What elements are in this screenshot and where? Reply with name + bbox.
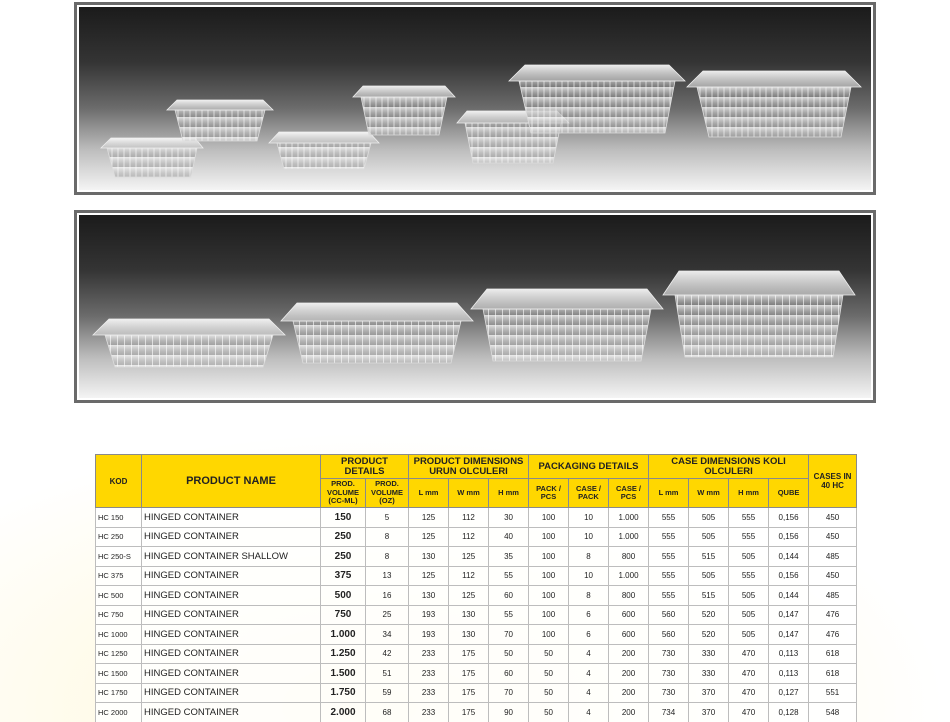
cell-pack-pcs: 100 — [529, 508, 569, 528]
cell-case-pack: 10 — [569, 527, 609, 547]
cell-cases-40hc: 618 — [809, 664, 857, 684]
cell-volume-oz: 59 — [366, 683, 409, 703]
cell-case-pack: 6 — [569, 605, 609, 625]
cell-dim-w: 130 — [449, 625, 489, 645]
cell-kod: HC 250 — [96, 527, 142, 547]
cell-dim-h: 35 — [489, 547, 529, 567]
cell-case-pcs: 1.000 — [609, 566, 649, 586]
cell-case-w: 370 — [689, 703, 729, 722]
header-case-h: H mm — [729, 479, 769, 508]
cell-case-pack: 4 — [569, 703, 609, 722]
cell-dim-l: 125 — [409, 566, 449, 586]
cell-kod: HC 1500 — [96, 664, 142, 684]
cell-case-pack: 10 — [569, 508, 609, 528]
cell-volume-oz: 25 — [366, 605, 409, 625]
cell-kod: HC 1750 — [96, 683, 142, 703]
cell-volume-oz: 68 — [366, 703, 409, 722]
cell-case-l: 734 — [649, 703, 689, 722]
cell-dim-l: 193 — [409, 605, 449, 625]
header-product-details: PRODUCT DETAILS — [321, 455, 409, 479]
cell-case-pack: 4 — [569, 683, 609, 703]
cell-case-l: 560 — [649, 605, 689, 625]
cell-dim-w: 125 — [449, 547, 489, 567]
cell-kod: HC 250-S — [96, 547, 142, 567]
cell-product-name: HINGED CONTAINER — [142, 527, 321, 547]
cell-pack-pcs: 100 — [529, 547, 569, 567]
header-case-pack: CASE / PACK — [569, 479, 609, 508]
cell-dim-l: 193 — [409, 625, 449, 645]
header-case-l: L mm — [649, 479, 689, 508]
cell-volume-ml: 150 — [321, 508, 366, 528]
cell-case-h: 505 — [729, 547, 769, 567]
cell-qube: 0,156 — [769, 566, 809, 586]
cell-case-pcs: 600 — [609, 605, 649, 625]
cell-case-w: 520 — [689, 625, 729, 645]
cell-cases-40hc: 618 — [809, 644, 857, 664]
cell-cases-40hc: 450 — [809, 566, 857, 586]
cell-kod: HC 1250 — [96, 644, 142, 664]
table-body — [96, 508, 857, 722]
header-dim-w: W mm — [449, 479, 489, 508]
cell-dim-h: 30 — [489, 508, 529, 528]
header-product-dimensions: PRODUCT DIMENSIONS URUN OLCULERI — [409, 455, 529, 479]
header-case-w: W mm — [689, 479, 729, 508]
container-hc750 — [509, 65, 685, 133]
containers-illustration-1 — [79, 7, 871, 190]
header-case-dimensions: CASE DIMENSIONS KOLI OLCULERI — [649, 455, 809, 479]
cell-case-l: 555 — [649, 566, 689, 586]
cell-qube: 0,147 — [769, 625, 809, 645]
cell-cases-40hc: 551 — [809, 683, 857, 703]
header-qube: QUBE — [769, 479, 809, 508]
table-row — [96, 527, 857, 547]
containers-illustration-2 — [79, 215, 871, 398]
header-prod-volume-ml: PROD. VOLUME (CC-ML) — [321, 479, 366, 508]
cell-qube: 0,156 — [769, 527, 809, 547]
cell-case-w: 330 — [689, 664, 729, 684]
cell-dim-h: 70 — [489, 683, 529, 703]
cell-case-pcs: 800 — [609, 586, 649, 606]
container-hc1500 — [281, 303, 473, 363]
header-dim-l: L mm — [409, 479, 449, 508]
cell-kod: HC 750 — [96, 605, 142, 625]
cell-case-l: 555 — [649, 508, 689, 528]
cell-dim-h: 50 — [489, 644, 529, 664]
cell-case-l: 730 — [649, 644, 689, 664]
cell-kod: HC 1000 — [96, 625, 142, 645]
cell-cases-40hc: 450 — [809, 508, 857, 528]
cell-volume-oz: 8 — [366, 527, 409, 547]
cell-dim-h: 55 — [489, 566, 529, 586]
cell-case-w: 330 — [689, 644, 729, 664]
cell-kod: HC 2000 — [96, 703, 142, 722]
container-hc2000 — [663, 271, 855, 357]
cell-case-l: 555 — [649, 527, 689, 547]
cell-dim-h: 40 — [489, 527, 529, 547]
container-hc1000 — [687, 71, 861, 137]
container-hc375 — [353, 86, 455, 135]
cell-volume-ml: 500 — [321, 586, 366, 606]
container-hc250s — [269, 132, 379, 169]
table-row — [96, 605, 857, 625]
product-photo-large-containers — [74, 210, 876, 403]
cell-pack-pcs: 100 — [529, 527, 569, 547]
cell-kod: HC 375 — [96, 566, 142, 586]
cell-case-pcs: 1.000 — [609, 508, 649, 528]
cell-case-w: 515 — [689, 547, 729, 567]
cell-cases-40hc: 476 — [809, 605, 857, 625]
container-hc250 — [167, 100, 273, 141]
cell-dim-l: 130 — [409, 586, 449, 606]
cell-product-name: HINGED CONTAINER SHALLOW — [142, 547, 321, 567]
cell-qube: 0,128 — [769, 703, 809, 722]
table-row — [96, 683, 857, 703]
cell-case-h: 470 — [729, 644, 769, 664]
table-row — [96, 586, 857, 606]
cell-volume-ml: 750 — [321, 605, 366, 625]
cell-volume-oz: 34 — [366, 625, 409, 645]
cell-case-pack: 6 — [569, 625, 609, 645]
cell-case-pack: 8 — [569, 547, 609, 567]
header-case-pcs: CASE / PCS — [609, 479, 649, 508]
cell-qube: 0,113 — [769, 664, 809, 684]
cell-dim-w: 175 — [449, 644, 489, 664]
cell-case-pcs: 200 — [609, 703, 649, 722]
cell-cases-40hc: 476 — [809, 625, 857, 645]
header-dim-h: H mm — [489, 479, 529, 508]
cell-cases-40hc: 548 — [809, 703, 857, 722]
cell-case-h: 470 — [729, 683, 769, 703]
cell-case-pack: 10 — [569, 566, 609, 586]
cell-case-pcs: 200 — [609, 644, 649, 664]
header-pack-pcs: PACK / PCS — [529, 479, 569, 508]
cell-pack-pcs: 50 — [529, 703, 569, 722]
cell-case-l: 555 — [649, 547, 689, 567]
cell-qube: 0,113 — [769, 644, 809, 664]
cell-product-name: HINGED CONTAINER — [142, 605, 321, 625]
cell-case-l: 730 — [649, 664, 689, 684]
cell-case-w: 505 — [689, 508, 729, 528]
cell-product-name: HINGED CONTAINER — [142, 566, 321, 586]
cell-case-w: 370 — [689, 683, 729, 703]
cell-volume-ml: 250 — [321, 547, 366, 567]
cell-volume-oz: 5 — [366, 508, 409, 528]
cell-dim-l: 130 — [409, 547, 449, 567]
cell-kod: HC 500 — [96, 586, 142, 606]
cell-case-pcs: 200 — [609, 683, 649, 703]
cell-case-w: 515 — [689, 586, 729, 606]
cell-dim-w: 112 — [449, 566, 489, 586]
cell-case-pcs: 200 — [609, 664, 649, 684]
cell-dim-l: 233 — [409, 664, 449, 684]
cell-dim-l: 125 — [409, 508, 449, 528]
cell-case-l: 560 — [649, 625, 689, 645]
cell-dim-h: 90 — [489, 703, 529, 722]
cell-product-name: HINGED CONTAINER — [142, 625, 321, 645]
cell-volume-ml: 1.000 — [321, 625, 366, 645]
table-row — [96, 664, 857, 684]
product-photo-small-containers — [74, 2, 876, 195]
cell-pack-pcs: 100 — [529, 605, 569, 625]
cell-dim-w: 175 — [449, 664, 489, 684]
cell-pack-pcs: 100 — [529, 625, 569, 645]
cell-case-l: 730 — [649, 683, 689, 703]
cell-dim-l: 233 — [409, 703, 449, 722]
cell-dim-l: 125 — [409, 527, 449, 547]
cell-qube: 0,144 — [769, 586, 809, 606]
table-row — [96, 644, 857, 664]
cell-case-pcs: 1.000 — [609, 527, 649, 547]
cell-qube: 0,147 — [769, 605, 809, 625]
cell-kod: HC 150 — [96, 508, 142, 528]
table-row — [96, 625, 857, 645]
cell-volume-ml: 250 — [321, 527, 366, 547]
cell-case-h: 470 — [729, 703, 769, 722]
table-row — [96, 703, 857, 722]
cell-case-h: 555 — [729, 508, 769, 528]
table-header-row-groups — [96, 455, 857, 479]
cell-dim-w: 125 — [449, 586, 489, 606]
cell-case-pcs: 800 — [609, 547, 649, 567]
cell-volume-ml: 1.250 — [321, 644, 366, 664]
cell-pack-pcs: 50 — [529, 683, 569, 703]
cell-cases-40hc: 450 — [809, 527, 857, 547]
header-kod: KOD — [96, 455, 142, 508]
cell-dim-l: 233 — [409, 683, 449, 703]
cell-dim-w: 112 — [449, 527, 489, 547]
cell-pack-pcs: 50 — [529, 644, 569, 664]
cell-dim-w: 175 — [449, 703, 489, 722]
cell-volume-ml: 2.000 — [321, 703, 366, 722]
cell-qube: 0,156 — [769, 508, 809, 528]
cell-volume-oz: 13 — [366, 566, 409, 586]
cell-volume-ml: 375 — [321, 566, 366, 586]
cell-dim-h: 55 — [489, 605, 529, 625]
table-row — [96, 547, 857, 567]
cell-product-name: HINGED CONTAINER — [142, 508, 321, 528]
table-row — [96, 566, 857, 586]
cell-dim-w: 175 — [449, 683, 489, 703]
cell-cases-40hc: 485 — [809, 586, 857, 606]
cell-pack-pcs: 100 — [529, 566, 569, 586]
cell-case-pack: 4 — [569, 644, 609, 664]
cell-case-h: 505 — [729, 625, 769, 645]
table-row — [96, 508, 857, 528]
container-hc150 — [101, 138, 203, 177]
cell-dim-w: 112 — [449, 508, 489, 528]
cell-volume-ml: 1.500 — [321, 664, 366, 684]
cell-case-h: 505 — [729, 605, 769, 625]
cell-case-w: 505 — [689, 527, 729, 547]
product-spec-table — [95, 454, 857, 722]
cell-case-pack: 8 — [569, 586, 609, 606]
cell-case-h: 470 — [729, 664, 769, 684]
cell-volume-oz: 16 — [366, 586, 409, 606]
header-prod-volume-oz: PROD. VOLUME (OZ) — [366, 479, 409, 508]
cell-dim-h: 60 — [489, 664, 529, 684]
cell-product-name: HINGED CONTAINER — [142, 703, 321, 722]
cell-product-name: HINGED CONTAINER — [142, 664, 321, 684]
cell-pack-pcs: 100 — [529, 586, 569, 606]
cell-cases-40hc: 485 — [809, 547, 857, 567]
cell-product-name: HINGED CONTAINER — [142, 683, 321, 703]
cell-case-pcs: 600 — [609, 625, 649, 645]
cell-case-w: 505 — [689, 566, 729, 586]
cell-pack-pcs: 50 — [529, 664, 569, 684]
container-hc1250 — [93, 319, 285, 367]
cell-case-h: 555 — [729, 527, 769, 547]
cell-volume-oz: 42 — [366, 644, 409, 664]
container-hc1750 — [471, 289, 663, 361]
cell-product-name: HINGED CONTAINER — [142, 644, 321, 664]
header-packaging-details: PACKAGING DETAILS — [529, 455, 649, 479]
cell-dim-l: 233 — [409, 644, 449, 664]
cell-volume-oz: 8 — [366, 547, 409, 567]
cell-case-pack: 4 — [569, 664, 609, 684]
cell-dim-w: 130 — [449, 605, 489, 625]
cell-qube: 0,127 — [769, 683, 809, 703]
header-cases-in-40hc: CASES IN 40 HC — [809, 455, 857, 508]
cell-product-name: HINGED CONTAINER — [142, 586, 321, 606]
cell-dim-h: 70 — [489, 625, 529, 645]
header-product-name: PRODUCT NAME — [142, 455, 321, 508]
cell-case-h: 505 — [729, 586, 769, 606]
cell-qube: 0,144 — [769, 547, 809, 567]
cell-case-l: 555 — [649, 586, 689, 606]
cell-case-h: 555 — [729, 566, 769, 586]
cell-volume-ml: 1.750 — [321, 683, 366, 703]
cell-volume-oz: 51 — [366, 664, 409, 684]
cell-case-w: 520 — [689, 605, 729, 625]
cell-dim-h: 60 — [489, 586, 529, 606]
